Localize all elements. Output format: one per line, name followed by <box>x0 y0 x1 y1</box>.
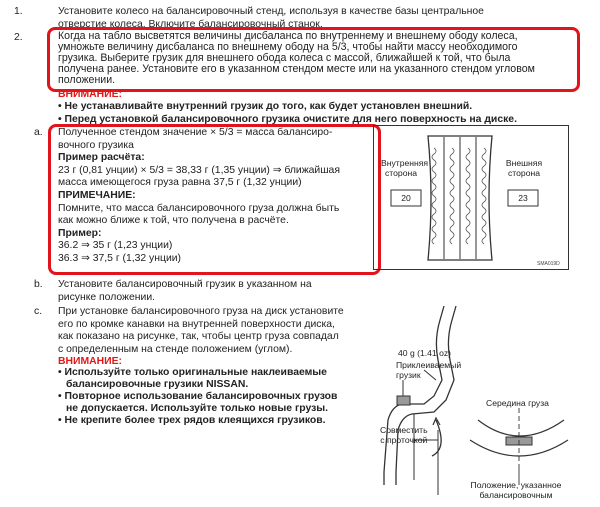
step-1-line: отверстие колеса. Включите балансировочный станок. <box>58 18 323 30</box>
step-1-line: Установите колесо на балансировочный стенд, используя в качестве базы центральное <box>58 6 484 17</box>
warning-list-2 <box>58 367 374 427</box>
sub-b-line: рисунке положении. <box>58 291 156 303</box>
figure-code: SMA019D <box>537 261 560 267</box>
sample-line: 36.3 ⇒ 37,5 г (1,32 унции) <box>58 252 182 264</box>
inner-side-label: Внутренняя сторона <box>381 158 429 178</box>
sub-c-line: как показано на рисунке, так, чтобы центр груза совпадал <box>58 331 339 343</box>
outer-value: 23 <box>518 193 528 203</box>
warning-title-2: ВНИМАНИЕ: <box>58 356 122 367</box>
warning-item: • Не крепите более трех рядов клеящихся грузиков. <box>58 415 326 426</box>
weight-mass-label: 40 g (1.41 oz) <box>398 348 452 358</box>
step-2-line: Когда на табло высветятся величины дисбаланса по внутреннему и внешнему ободу колеса, <box>58 30 518 42</box>
sub-a-text <box>58 127 373 266</box>
step-2-line: положении. <box>58 74 116 86</box>
step-2-number: 2. <box>14 32 23 43</box>
note-line: как можно ближе к той, что получена в расчёте. <box>58 215 289 227</box>
warning-item: • Повторное использование балансировочных грузов не допускается. Используйте только новые грузы. <box>58 391 338 414</box>
warning-item: • Не устанавливайте внутренний грузик до того, как будет установлен внешний. <box>58 101 473 112</box>
sub-b-text <box>58 279 370 304</box>
example-line: 23 г (0,81 унции) × 5/3 = 38,33 г (1,35 унции) ⇒ ближайшая <box>58 164 340 176</box>
step-2-line: получена ранее. Установите его в указанном стендом месте или на указанного стендом угловом <box>58 63 535 75</box>
sub-c-line: его по кромке канавки на внутренней поверхности диска, <box>58 318 335 330</box>
note-line: Помните, что масса балансировочного груза должна быть <box>58 202 340 214</box>
weight-center-label: Середина груза <box>486 398 549 408</box>
sub-b-line: Установите балансировочный грузик в указанном на <box>58 279 312 290</box>
adhesive-weight-label: Приклеиваемый грузик <box>396 360 462 380</box>
groove-align-label: Совместить с проточкой <box>380 425 428 445</box>
formula-line: Полученное стендом значение × 5/3 = масса балансиро- <box>58 127 333 138</box>
sample-title: Пример: <box>58 227 102 239</box>
warning-item: • Перед установкой балансировочного грузика очистите для него поверхность на диске. <box>58 113 517 125</box>
example-title: Пример расчёта: <box>58 152 145 164</box>
sub-a-letter: a. <box>34 127 43 138</box>
warning-title-1: ВНИМАНИЕ: <box>58 89 122 100</box>
sample-line: 36.2 ⇒ 35 г (1,23 унции) <box>58 240 173 252</box>
sub-c-text <box>58 306 370 356</box>
wheel-rim-diagram <box>374 280 570 502</box>
position-label: Положение, указанное балансировочным <box>470 480 562 500</box>
sub-b-letter: b. <box>34 279 43 290</box>
note-title: ПРИМЕЧАНИЕ: <box>58 189 136 201</box>
formula-line: вочного грузика <box>58 139 134 151</box>
tire-figure <box>373 125 569 270</box>
outer-side-label: Внешняя сторона <box>505 158 543 178</box>
step-2-line: умножьте величину дисбаланса по внешнему ободу на 5/3, чтобы найти массу необходимого <box>58 41 518 53</box>
warning-list-1 <box>58 101 578 126</box>
step-2-text <box>58 31 576 86</box>
weight-placement-figure <box>374 280 570 502</box>
example-line: масса имеющегося груза равна 37,5 г (1,32 унции) <box>58 177 302 189</box>
step-1-number: 1. <box>14 6 23 17</box>
sub-c-line: При установке балансировочного груза на диск установите <box>58 306 344 317</box>
sub-c-letter: c. <box>34 306 43 317</box>
warning-item: • Используйте только оригинальные наклеиваемые балансировочные грузики NISSAN. <box>58 367 327 390</box>
inner-value: 20 <box>401 193 411 203</box>
step-2-line: грузика. Выберите грузик для внешнего обода колеса с массой, ближайшей к той, что была <box>58 52 511 64</box>
sub-c-line: с определенным на стенде положением (углом). <box>58 343 293 355</box>
